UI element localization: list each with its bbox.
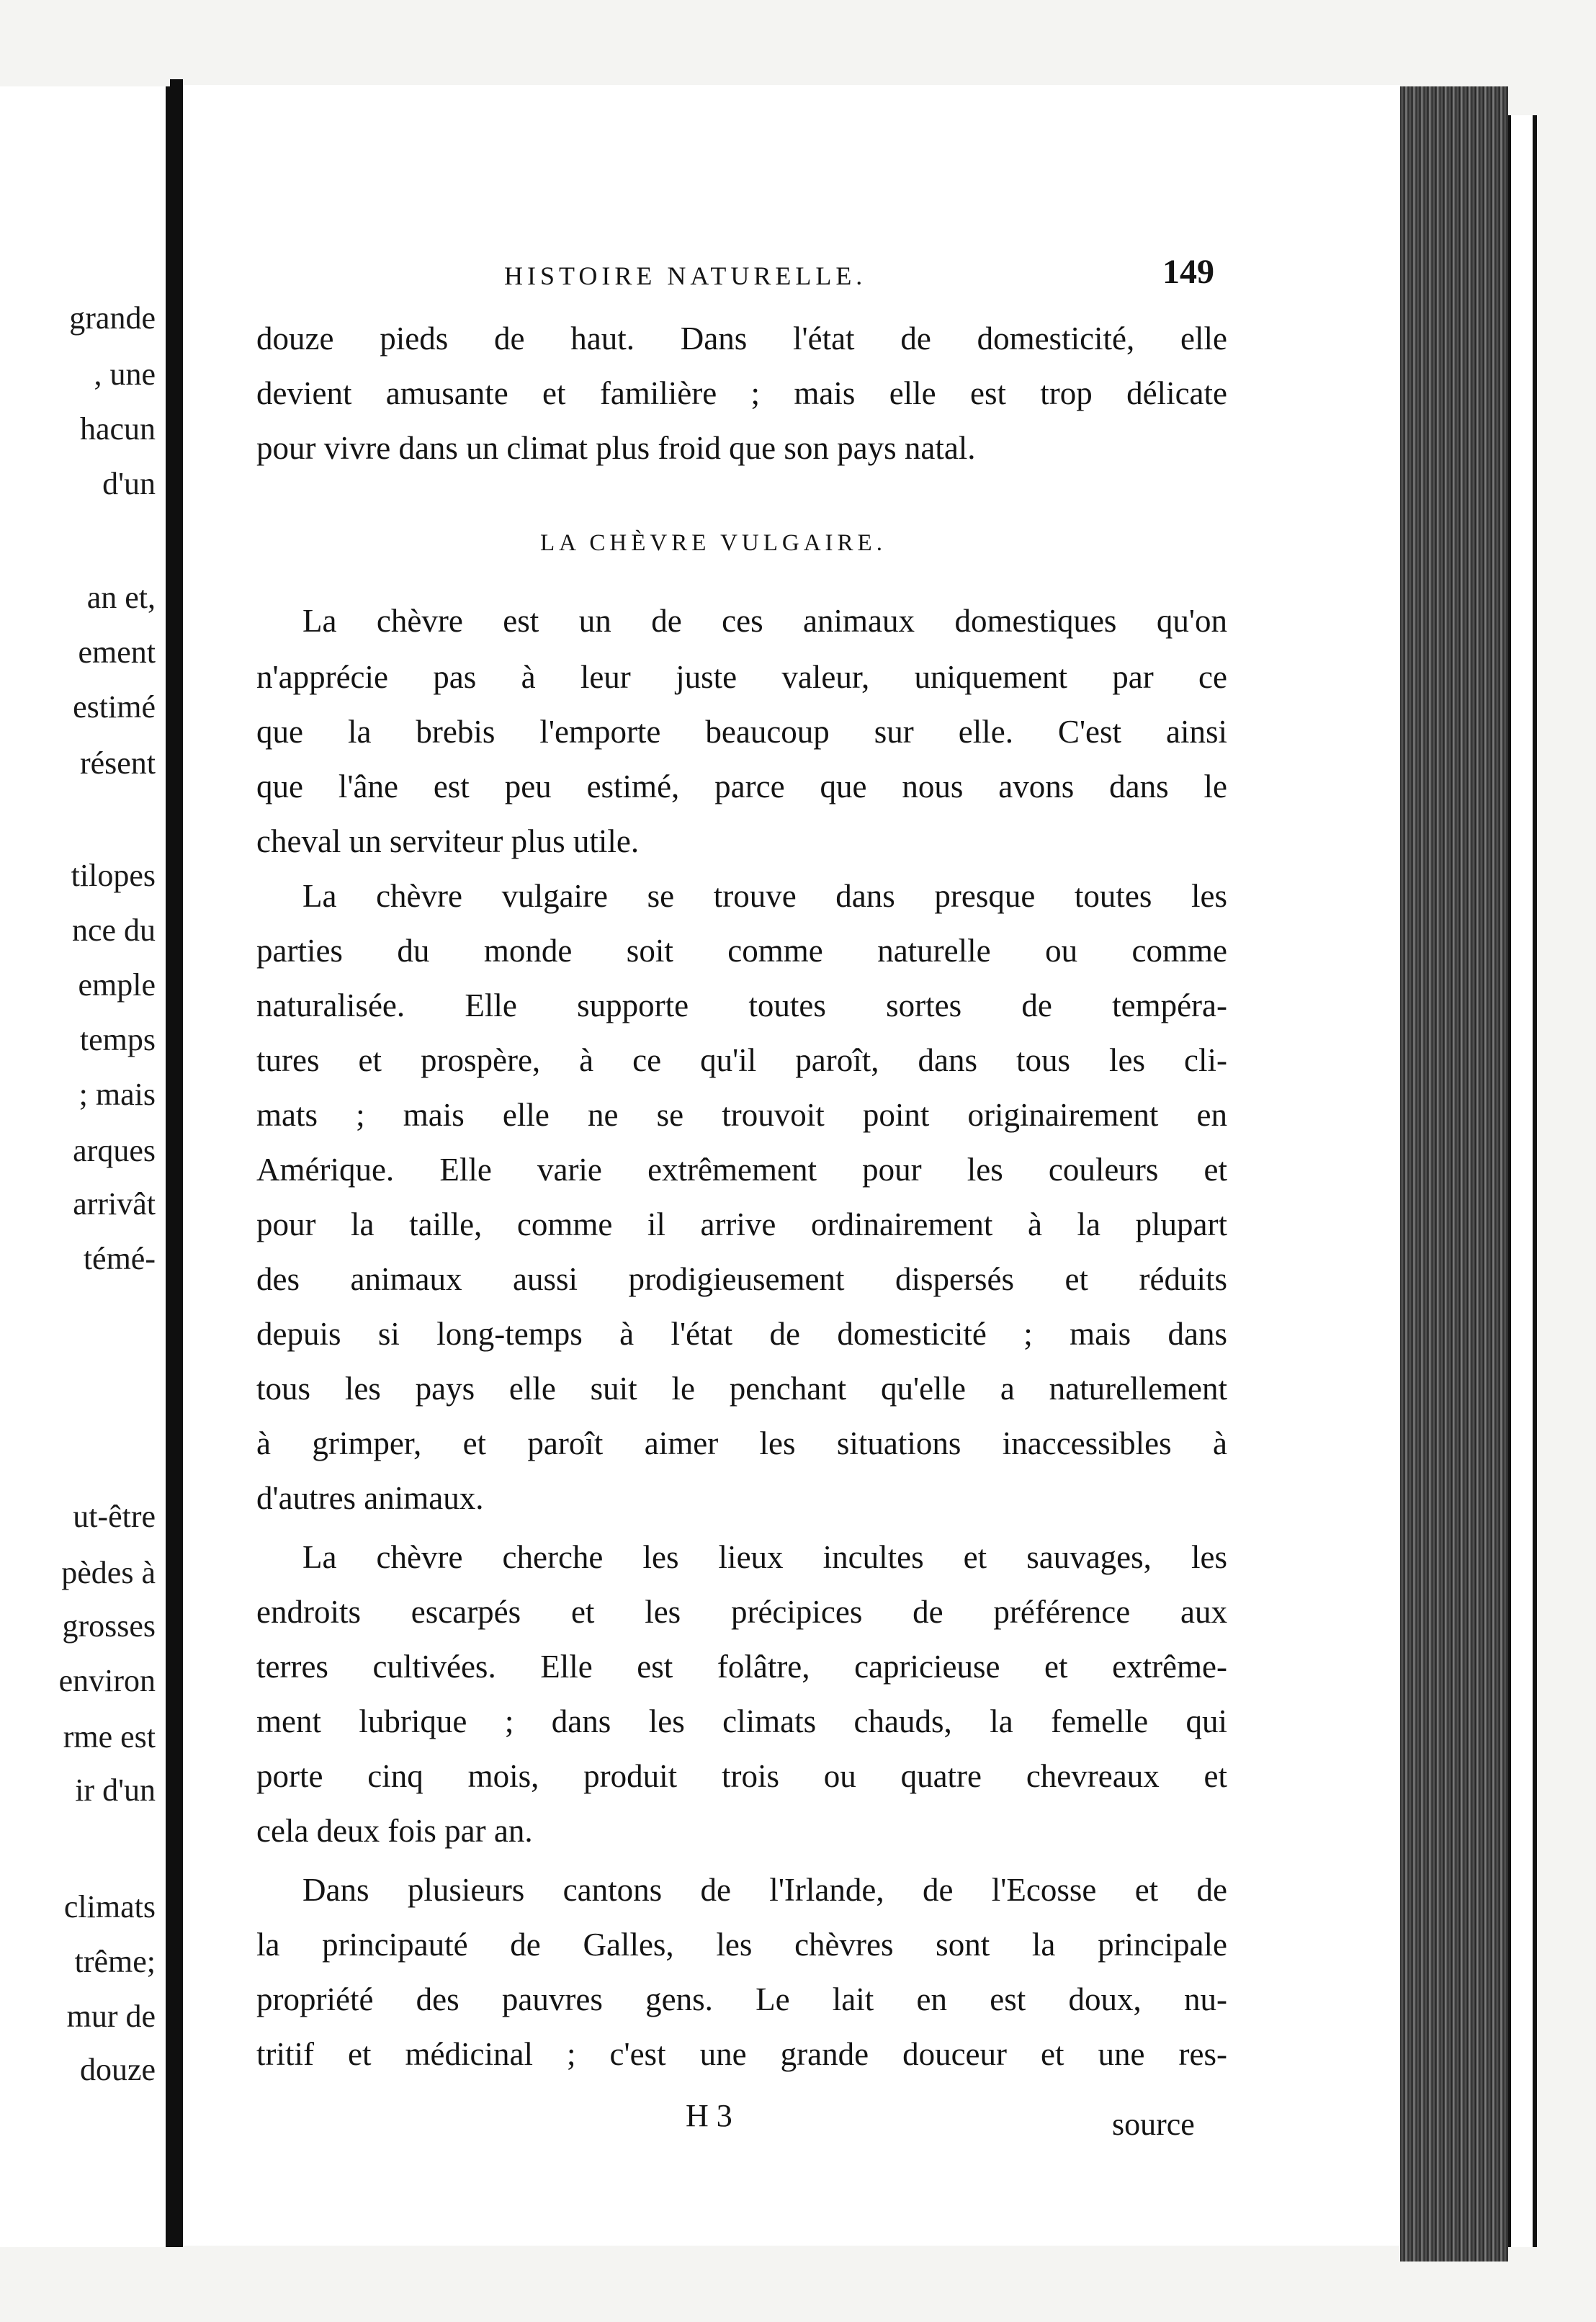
text-line: mats ; mais elle ne se trouvoit point originairement en <box>256 1097 1227 1133</box>
text-line: que la brebis l'emporte beaucoup sur elle. C'est ainsi <box>256 714 1227 750</box>
text-line: terres cultivées. Elle est folâtre, capricieuse et extrême- <box>256 1649 1227 1685</box>
text-line: tous les pays elle suit le penchant qu'elle a naturellement <box>256 1371 1227 1407</box>
text-line: tures et prospère, à ce qu'il paroît, dans tous les cli- <box>256 1042 1227 1078</box>
facing-page-line: ir d'un <box>75 1772 156 1808</box>
facing-page-line: arques <box>73 1133 156 1168</box>
facing-page-line: mur de <box>66 1999 156 2034</box>
facing-page-line: nce du <box>71 913 156 948</box>
facing-page-line: temps <box>79 1022 156 1057</box>
text-line: n'apprécie pas à leur juste valeur, uniquement par ce <box>256 659 1227 695</box>
facing-page-line: emple <box>78 967 156 1003</box>
text-line: pour la taille, comme il arrive ordinairement à la plupart <box>256 1206 1227 1242</box>
book-gutter <box>170 79 183 2247</box>
text-line: des animaux aussi prodigieusement dispersés et réduits <box>256 1261 1227 1297</box>
facing-page-line: ut-être <box>73 1499 156 1534</box>
facing-page-line: résent <box>79 745 156 781</box>
facing-page-line: environ <box>58 1663 156 1698</box>
text-line: porte cinq mois, produit trois ou quatre chevreaux et <box>256 1758 1227 1794</box>
text-line: à grimper, et paroît aimer les situations inaccessibles à <box>256 1425 1227 1461</box>
facing-page-line: trême; <box>74 1944 156 1979</box>
facing-page-line: grande <box>69 300 156 336</box>
facing-page-line: témé- <box>83 1241 156 1276</box>
facing-page-line: arrivât <box>73 1186 156 1221</box>
facing-page-fragment <box>0 86 170 2247</box>
text-line: Amérique. Elle varie extrêmement pour les couleurs et <box>256 1152 1227 1188</box>
running-head: HISTOIRE NATURELLE. <box>504 261 867 290</box>
text-line: naturalisée. Elle supporte toutes sortes de tempéra- <box>256 987 1227 1023</box>
text-line: d'autres animaux. <box>256 1480 484 1516</box>
facing-page-line: hacun <box>79 411 156 447</box>
text-line: tritif et médicinal ; c'est une grande douceur et une res- <box>256 2036 1227 2072</box>
facing-page-line: tilopes <box>71 858 156 893</box>
text-line: ment lubrique ; dans les climats chauds, la femelle qui <box>256 1703 1227 1739</box>
text-line: parties du monde soit comme naturelle ou comme <box>256 933 1227 969</box>
text-line: que l'âne est peu estimé, parce que nous avons dans le <box>256 768 1227 804</box>
text-line: pour vivre dans un climat plus froid que son pays natal. <box>256 430 976 466</box>
facing-page-line: pèdes à <box>61 1555 156 1590</box>
text-line: cela deux fois par an. <box>256 1813 533 1849</box>
facing-page-line: climats <box>63 1889 156 1924</box>
text-line: propriété des pauvres gens. Le lait en est doux, nu- <box>256 1981 1227 2017</box>
page-edge-stack <box>1400 86 1508 2262</box>
facing-page-line: ement <box>78 635 156 670</box>
facing-page-line: grosses <box>62 1608 156 1644</box>
text-line: la principauté de Galles, les chèvres sont la principale <box>256 1927 1227 1963</box>
facing-page-line: estimé <box>73 689 156 725</box>
text-line: La chèvre vulgaire se trouve dans presque toutes les <box>302 878 1227 914</box>
facing-page-line: rme est <box>63 1719 156 1754</box>
text-line: douze pieds de haut. Dans l'état de domesticité, elle <box>256 320 1227 357</box>
text-line: Dans plusieurs cantons de l'Irlande, de l'Ecosse et de <box>302 1872 1227 1908</box>
facing-page-line: ; mais <box>79 1077 156 1112</box>
section-title: LA CHÈVRE VULGAIRE. <box>540 530 887 556</box>
facing-page-line: douze <box>79 2052 156 2087</box>
text-line: depuis si long-temps à l'état de domesticité ; mais dans <box>256 1316 1227 1352</box>
text-line: cheval un serviteur plus utile. <box>256 823 640 859</box>
facing-page-line: d'un <box>102 466 156 501</box>
page-number: 149 <box>1162 253 1214 291</box>
facing-page-line: an et, <box>86 580 156 615</box>
text-line: devient amusante et familière ; mais elle est trop délicate <box>256 375 1227 411</box>
text-line: endroits escarpés et les précipices de préférence aux <box>256 1594 1227 1630</box>
page-edge-paper <box>1508 115 1537 2247</box>
text-line: La chèvre est un de ces animaux domestiques qu'on <box>302 603 1227 639</box>
facing-page-line: , une <box>94 357 156 392</box>
signature-mark: H 3 <box>686 2098 732 2133</box>
catchword: source <box>1112 2107 1195 2142</box>
text-line: La chèvre cherche les lieux incultes et sauvages, les <box>302 1539 1227 1575</box>
